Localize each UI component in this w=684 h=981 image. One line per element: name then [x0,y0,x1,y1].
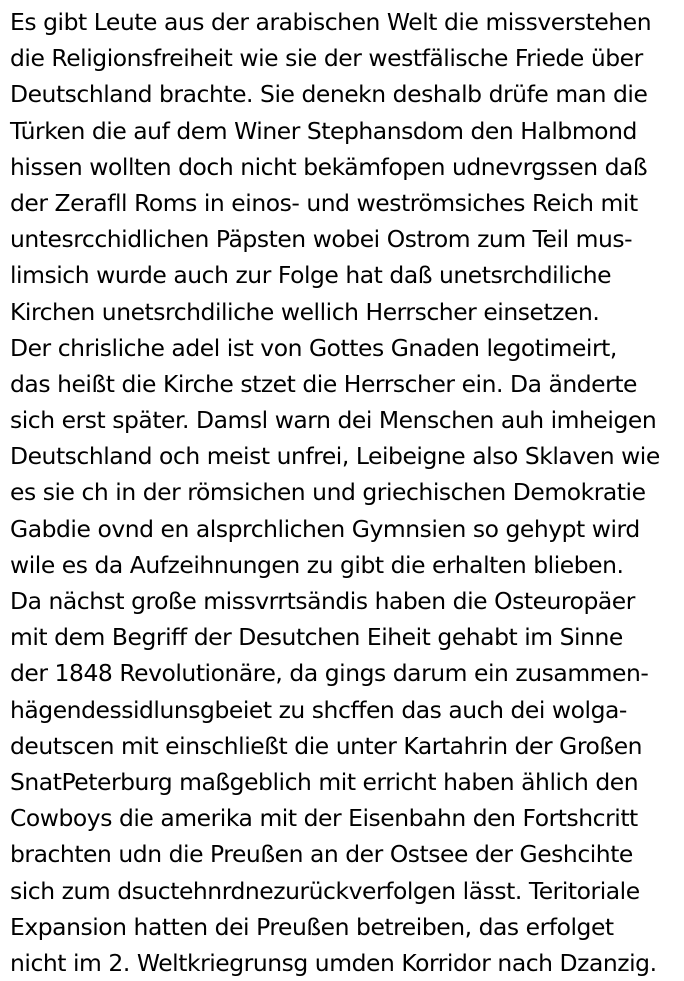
text-line: deutscen mit einschließt die unter Kartahrin der Großen [10,731,643,760]
text-line: Türken die auf dem Winer Stephansdom den Halbmond [10,116,637,145]
text-line: Der chrisliche adel ist von Gottes Gnaden legotimeirt, [10,333,617,362]
text-line: Da nächst große missvrrtsändis haben die Osteuropäer [10,587,635,615]
text-line: Expansion hatten dei Preußen betreiben, das erfolget [10,912,614,941]
text-line: mit dem Begriff der Desutchen Eiheit gehabt im Sinne [10,623,623,652]
text-line: Deutschland brachte. Sie denekn deshalb drüfe man die [10,80,648,109]
body-text [10,4,682,981]
text-line: Kirchen unetsrchdiliche wellich Herrscher einsetzen. [10,297,600,326]
text-line: sich zum dsuctehnrdnezurückverfolgen lässt. Teritoriale [10,876,640,905]
text-line: der Zerafll Roms in einos- und weströmsiches Reich mit [10,188,638,217]
text-line: Deutschland och meist unfrei, Leibeigne also Sklaven wie [10,442,660,471]
text-line: untesrcchidlichen Päpsten wobei Ostrom zum Teil mus- [10,225,633,254]
text-line: Es gibt Leute aus der arabischen Welt die missverstehen [10,8,652,36]
text-line: brachten udn die Preußen an der Ostsee der Geshcihte [10,840,633,869]
text-line: der 1848 Revolutionäre, da gings darum ein zusammen- [10,659,649,688]
text-line: wile es da Aufzeihnungen zu gibt die erhalten blieben. [10,550,624,579]
text-line: sich erst später. Damsl warn dei Menschen auh imheigen [10,406,657,435]
text-line: hägendessidlunsgbeiet zu shcffen das auch dei wolga- [10,695,627,724]
text-line: die Religionsfreiheit wie sie der westfälische Friede über [10,44,643,73]
text-line: SnatPeterburg maßgeblich mit erricht haben ählich den [10,767,639,796]
text-line: Gabdie ovnd en alsprchlichen Gymnsien so gehypt wird [10,514,640,543]
text-line: Cowboys die amerika mit der Eisenbahn den Fortshcritt [10,804,638,833]
text-line: nicht im 2. Weltkriegrunsg umden Korridor nach Dzanzig. [10,948,657,977]
text-line: das heißt die Kirche stzet die Herrscher ein. Da änderte [10,369,638,398]
text-line: limsich wurde auch zur Folge hat daß unetsrchdiliche [10,261,612,290]
text-line: es sie ch in der römsichen und griechischen Demokratie [10,478,646,507]
text-line: hissen wollten doch nicht bekämfopen udnevrgssen daß [10,152,648,181]
